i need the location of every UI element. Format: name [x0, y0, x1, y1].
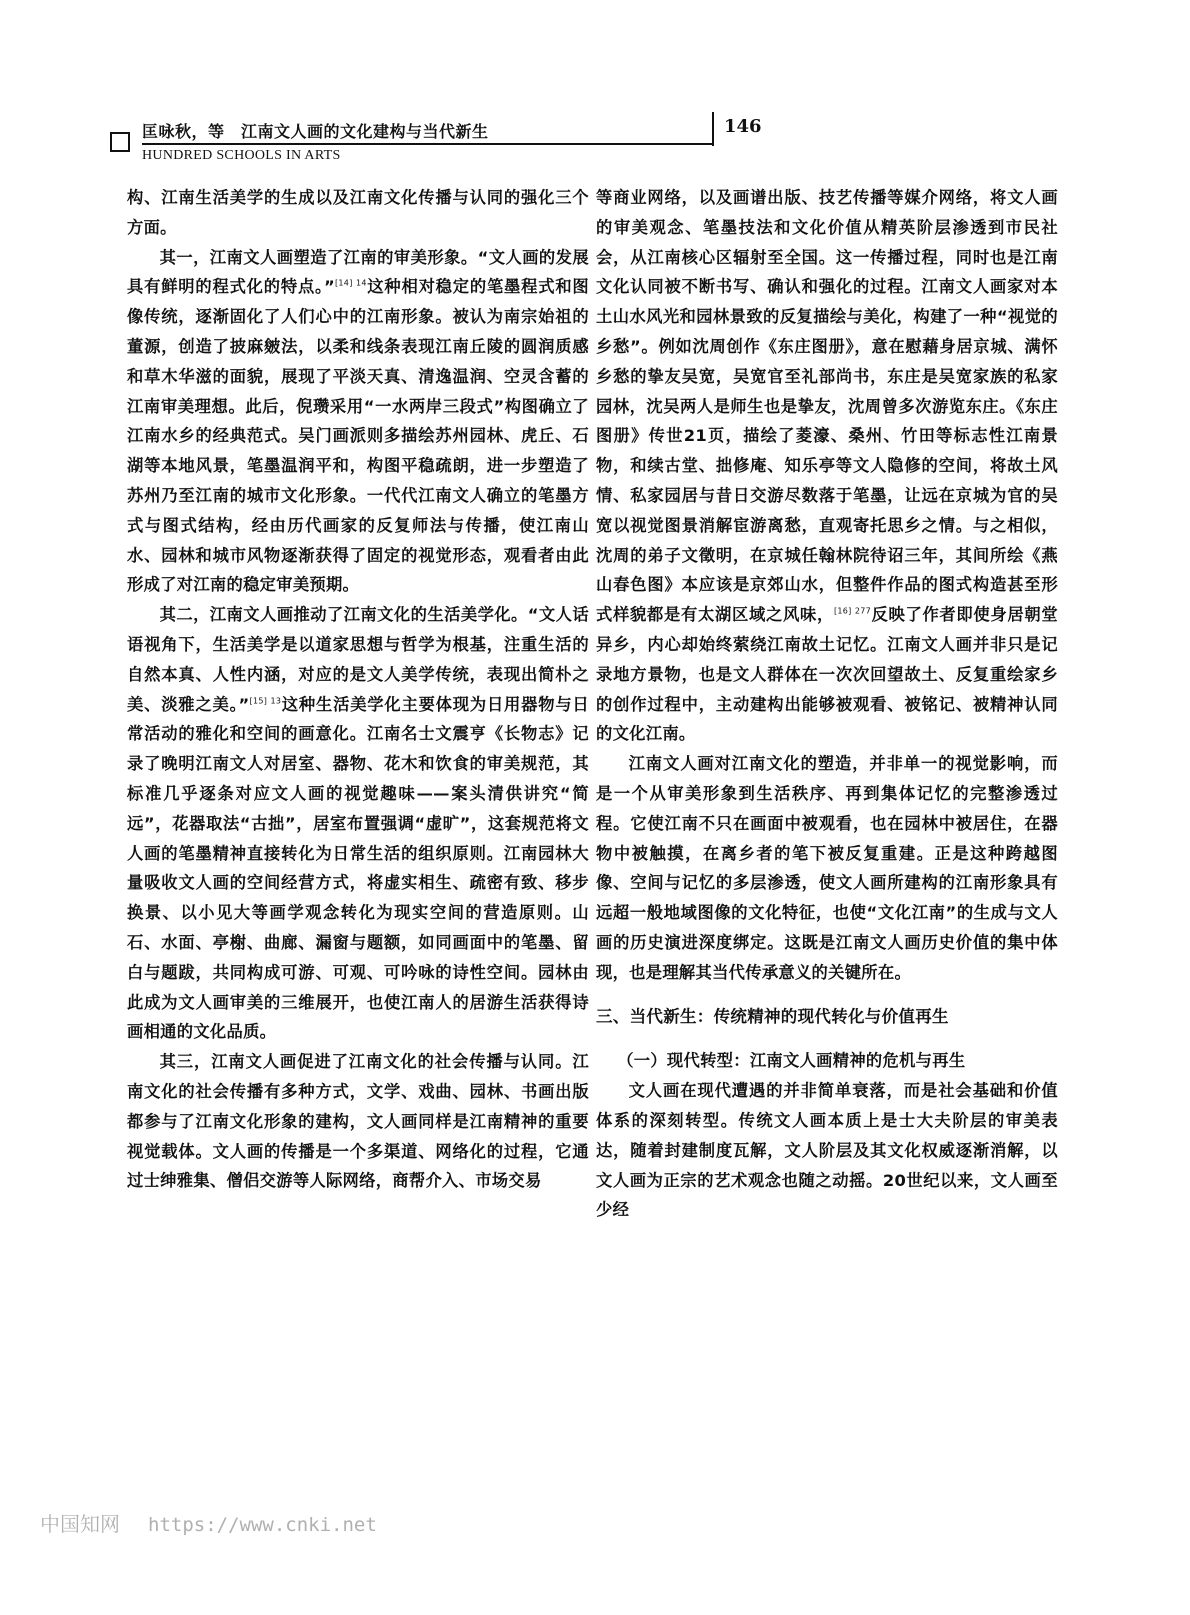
paragraph-continued: 构、江南生活美学的生成以及江南文化传播与认同的强化三个方面。 [127, 188, 589, 237]
header-rule [142, 143, 712, 145]
citation-marker: [16] 277 [833, 606, 872, 616]
paragraph [596, 1076, 1058, 1225]
paragraph-text: 文人画在现代遭遇的并非简单衰落，而是社会基础和价值体系的深刻转型。传统文人画本质上是士大夫阶层的审美表达，随着封建制度瓦解，文人阶层及其文化权威逐渐消解，以文人画为正宗的艺术观念也随之动摇。20世纪以来，文人画至少经 [596, 1081, 1058, 1220]
paragraph [596, 749, 1058, 987]
running-title: 匡咏秋，等 江南文人画的文化建构与当代新生 [142, 122, 489, 141]
header-divider [712, 112, 714, 146]
citation-marker: [14] 14 [335, 278, 367, 288]
paragraph [127, 600, 589, 1047]
paragraph [127, 243, 589, 601]
paragraph-text: 这种相对稳定的笔墨程式和图像传统，逐渐固化了人们心中的江南形象。被认为南宗始祖的董源，创造了披麻皴法，以柔和线条表现江南丘陵的圆润质感和草木华滋的面貌，展现了平淡天真、清逸温润、空灵含蓄的江南审美理想。此后，倪瓒采用“一水两岸三段式”构图确立了江南水乡的经典范式。吴门画派则多描绘苏州园林、虎丘、石湖等本地风景，笔墨温润平和，构图平稳疏朗，进一步塑造了苏州乃至江南的城市文化形象。一代代江南文人确立的笔墨方式与图式结构，经由历代画家的反复师法与传播，使江南山水、园林和城市风物逐渐获得了固定的视觉形态，观看者由此形成了对江南的稳定审美预期。 [127, 277, 589, 595]
paragraph-text: 其一，江南文人画塑造了江南的审美形象。“文人画的发展具有鲜明的程式化的特点。” [127, 247, 589, 297]
paragraph-continued [596, 183, 1058, 749]
paragraph-text: 其三，江南文人画促进了江南文化的社会传播与认同。江南文化的社会传播有多种方式，文学、戏曲、园林、书画出版都参与了江南文化形象的建构，文人画同样是江南精神的重要视觉载体。文人画的传播是一个多渠道、网络化的过程，它通过士绅雅集、僧侣交游等人际网络，商帮介入、市场交易 [127, 1052, 589, 1191]
watermark-site: 中国知网 [40, 1512, 120, 1536]
citation-marker: [15] 13 [249, 696, 282, 706]
section-heading: 三、当代新生：传统精神的现代转化与价值再生 [596, 1006, 949, 1026]
journal-name: HUNDRED SCHOOLS IN ARTS [142, 148, 341, 163]
page-header [108, 112, 868, 172]
paragraph [127, 1047, 589, 1196]
right-column [596, 183, 1058, 1225]
watermark [40, 1508, 377, 1537]
page-number: 146 [724, 116, 762, 137]
paragraph-text: 江南文人画对江南文化的塑造，并非单一的视觉影响，而是一个从审美形象到生活秩序、再到集体记忆的完整渗透过程。它使江南不只在画面中被观看，也在园林中被居住，在器物中被触摸，在离乡者的笔下被反复重建。正是这种跨越图像、空间与记忆的多层渗透，使文人画所建构的江南形象具有远超一般地域图像的文化特征，也使“文化江南”的生成与文人画的历史演进深度绑定。这既是江南文人画历史价值的集中体现，也是理解其当代传承意义的关键所在。 [596, 754, 1058, 982]
left-column [127, 183, 589, 1196]
watermark-url: https://www.cnki.net [148, 1514, 377, 1536]
paragraph-text: 等商业网络，以及画谱出版、技艺传播等媒介网络，将文人画的审美观念、笔墨技法和文化价值从精英阶层渗透到市民社会，从江南核心区辐射至全国。这一传播过程，同时也是江南文化认同被不断书写、确认和强化的过程。江南文人画家对本土山水风光和园林景致的反复描绘与美化，构建了一种“视觉的乡愁”。例如沈周创作《东庄图册》，意在慰藉身居京城、满怀乡愁的挚友吴宽，吴宽官至礼部尚书，东庄是吴宽家族的私家园林，沈吴两人是师生也是挚友，沈周曾多次游览东庄。《东庄图册》传世21页，描绘了菱濠、桑州、竹田等标志性江南景物，和续古堂、拙修庵、知乐亭等文人隐修的空间，将故土风情、私家园居与昔日交游尽数落于笔墨，让远在京城为官的吴宽以视觉图景消解宦游离愁，直观寄托思乡之情。与之相似，沈周的弟子文徵明，在京城任翰林院待诏三年，其间所绘《燕山春色图》本应该是京郊山水，但整件作品的图式构造甚至形式样貌都是有太湖区域之风味， [596, 188, 1058, 625]
subsection-heading: （一）现代转型：江南文人画精神的危机与再生 [617, 1051, 966, 1071]
paragraph-text: 其二，江南文人画推动了江南文化的生活美学化。“文人话语视角下，生活美学是以道家思想与哲学为根基，注重生活的自然本真、人性内涵，对应的是文人美学传统，表现出简朴之美、淡雅之美。” [127, 605, 589, 714]
paragraph-text: 这种生活美学化主要体现为日用器物与日常活动的雅化和空间的画意化。江南名士文震亨《长物志》记录了晚明江南文人对居室、器物、花木和饮食的审美规范，其标准几乎逐条对应文人画的视觉趣味——案头清供讲究“简远”，花器取法“古拙”，居室布置强调“虚旷”，这套规范将文人画的笔墨精神直接转化为日常生活的组织原则。江南园林大量吸收文人画的空间经营方式，将虚实相生、疏密有致、移步换景、以小见大等画学观念转化为现实空间的营造原则。山石、水面、亭榭、曲廊、漏窗与题额，如同画面中的笔墨、留白与题跋，共同构成可游、可观、可吟咏的诗性空间。园林由此成为文人画审美的三维展开，也使江南人的居游生活获得诗画相通的文化品质。 [127, 694, 589, 1042]
paragraph-text: 反映了作者即使身居朝堂异乡，内心却始终萦绕江南故土记忆。江南文人画并非只是记录地方景物，也是文人群体在一次次回望故土、反复重绘家乡的创作过程中，主动建构出能够被观看、被铭记、被精神认同的文化江南。 [596, 605, 1059, 744]
header-square-icon [110, 132, 130, 152]
